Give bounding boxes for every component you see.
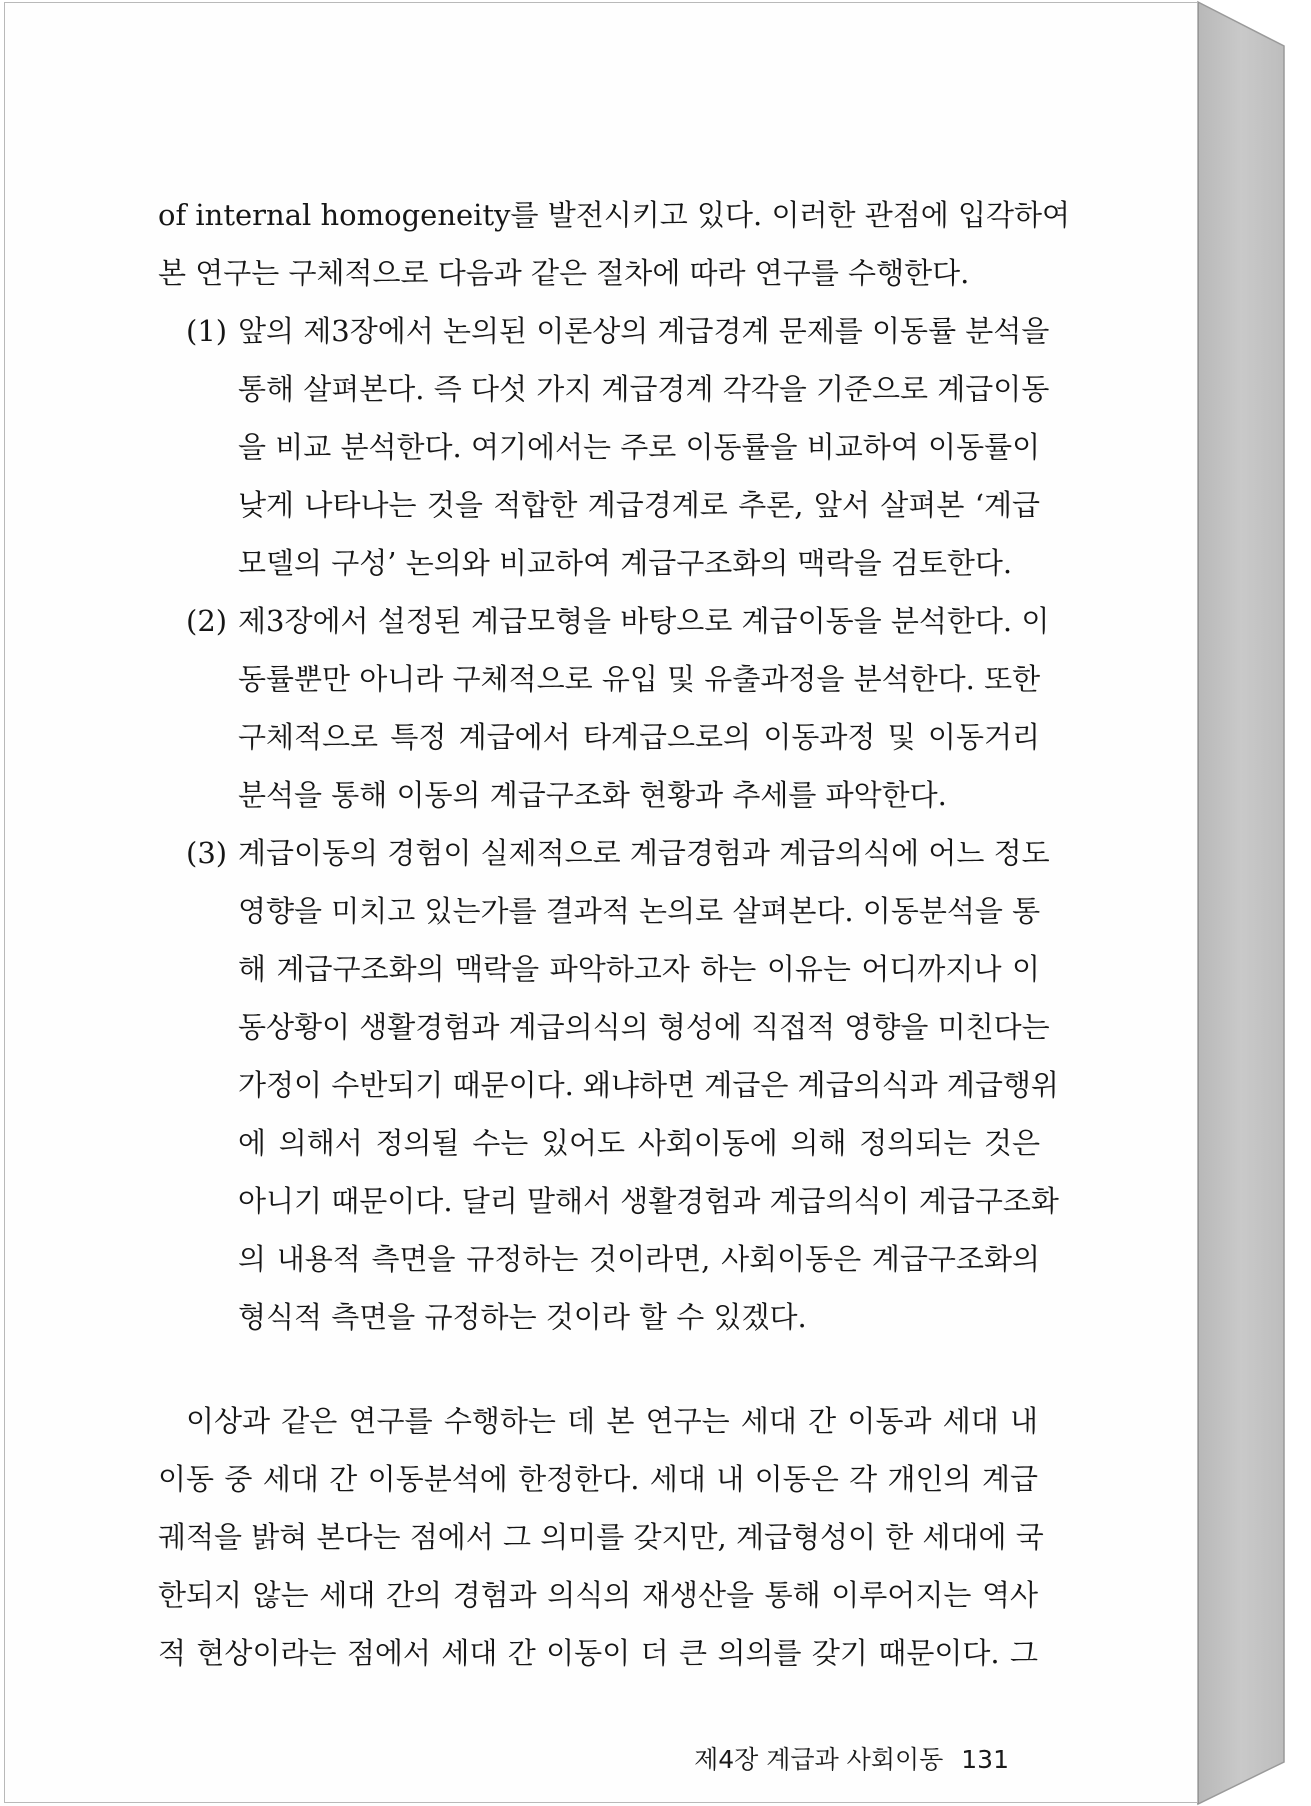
- list-item-line: 에 의해서 정의될 수는 있어도 사회이동에 의해 정의되는 것은: [238, 1126, 1040, 1160]
- list-item-line: 해 계급구조화의 맥락을 파악하고자 하는 이유는 어디까지나 이: [238, 952, 1040, 986]
- running-footer: [0, 1740, 1009, 1776]
- list-marker: (1): [186, 314, 228, 348]
- paragraph-line: 궤적을 밝혀 본다는 점에서 그 의미를 갖지만, 계급형성이 한 세대에 국: [158, 1520, 1044, 1554]
- intro-line: 본 연구는 구체적으로 다음과 같은 절차에 따라 연구를 수행한다.: [158, 256, 970, 290]
- list-item-line: 계급이동의 경험이 실제적으로 계급경험과 계급의식에 어느 정도: [238, 836, 1050, 870]
- list-item-line: 동상황이 생활경험과 계급의식의 형성에 직접적 영향을 미친다는: [238, 1010, 1050, 1044]
- list-item-line: 영향을 미치고 있는가를 결과적 논의로 살펴본다. 이동분석을 통: [238, 894, 1041, 928]
- list-item-line: 가정이 수반되기 때문이다. 왜냐하면 계급은 계급의식과 계급행위: [238, 1068, 1059, 1102]
- list-item-line: 제3장에서 설정된 계급모형을 바탕으로 계급이동을 분석한다. 이: [238, 604, 1050, 638]
- list-item-line: 모델의 구성’ 논의와 비교하여 계급구조화의 맥락을 검토한다.: [238, 546, 1013, 580]
- list-item-line: 앞의 제3장에서 논의된 이론상의 계급경계 문제를 이동률 분석을: [238, 314, 1050, 348]
- list-item-line: 형식적 측면을 규정하는 것이라 할 수 있겠다.: [238, 1300, 807, 1334]
- list-item-line: 동률뿐만 아니라 구체적으로 유입 및 유출과정을 분석한다. 또한: [238, 662, 1041, 696]
- paragraph-line: 적 현상이라는 점에서 세대 간 이동이 더 큰 의의를 갖기 때문이다. 그: [158, 1636, 1038, 1670]
- list-item-line: 분석을 통해 이동의 계급구조화 현황과 추세를 파악한다.: [238, 778, 947, 812]
- chapter-title: 제4장 계급과 사회이동: [694, 1745, 944, 1774]
- list-item-line: 구체적으로 특정 계급에서 타계급으로의 이동과정 및 이동거리: [238, 720, 1040, 754]
- list-marker: (2): [186, 604, 228, 638]
- list-marker: (3): [186, 836, 228, 870]
- list-item-line: 의 내용적 측면을 규정하는 것이라면, 사회이동은 계급구조화의: [238, 1242, 1040, 1276]
- list-item-line: 을 비교 분석한다. 여기에서는 주로 이동률을 비교하여 이동률이: [238, 430, 1041, 464]
- page-number: 131: [961, 1745, 1009, 1774]
- paragraph-line: 이상과 같은 연구를 수행하는 데 본 연구는 세대 간 이동과 세대 내: [186, 1404, 1038, 1438]
- paragraph-line: 이동 중 세대 간 이동분석에 한정한다. 세대 내 이동은 각 개인의 계급: [158, 1462, 1038, 1496]
- list-item-line: 통해 살펴본다. 즉 다섯 가지 계급경계 각각을 기준으로 계급이동: [238, 372, 1050, 406]
- paragraph-line: 한되지 않는 세대 간의 경험과 의식의 재생산을 통해 이루어지는 역사: [158, 1578, 1038, 1612]
- intro-line: of internal homogeneity를 발전시키고 있다. 이러한 관점에 입각하여: [158, 198, 1071, 232]
- list-item-line: 낮게 나타나는 것을 적합한 계급경계로 추론, 앞서 살펴본 ‘계급: [238, 488, 1040, 522]
- list-item-line: 아니기 때문이다. 달리 말해서 생활경험과 계급의식이 계급구조화: [238, 1184, 1059, 1218]
